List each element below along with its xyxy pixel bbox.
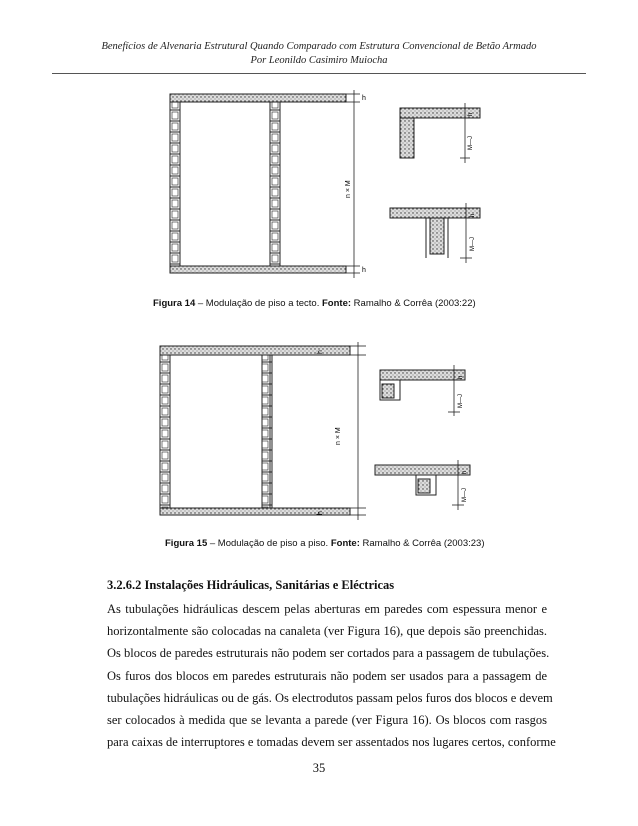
paragraph-line: horizontalmente são colocadas na canaleta (ver Figura 16), que depois são preenchidas. bbox=[107, 624, 547, 639]
detail-corner-slab bbox=[380, 370, 465, 380]
paragraph-line: para caixas de interruptores e tomadas devem ser assentados nos lugares certos, conforme bbox=[107, 735, 556, 750]
header-title: Benefícios de Alvenaria Estrutural Quando Comparado com Estrutura Convencional de Betão Armado bbox=[101, 41, 537, 52]
detail2-h: h bbox=[470, 213, 476, 217]
page-header bbox=[0, 40, 638, 68]
figure-14-caption bbox=[153, 298, 476, 309]
figure-15-label: Figura 15 bbox=[165, 538, 208, 549]
dim-h-top: h bbox=[317, 350, 324, 354]
figure-15-drawing bbox=[150, 340, 500, 525]
detail1-mj: M—J bbox=[468, 136, 474, 150]
dim-h-bottom: h bbox=[362, 267, 366, 274]
wall-left bbox=[170, 102, 180, 266]
paragraph-line: As tubulações hidráulicas descem pelas aberturas em paredes com espessura menor e bbox=[107, 602, 547, 616]
wall-middle bbox=[270, 102, 280, 266]
detail2-h: h bbox=[462, 470, 468, 474]
paragraph-line: ser colocados à medida que se levanta a parede (ver Figura 16). Os blocos com rasgos bbox=[107, 713, 547, 728]
figure-15-source-label: Fonte: bbox=[330, 538, 360, 549]
header-author: Por Leonildo Casimiro Muiocha bbox=[250, 55, 388, 66]
body-paragraph bbox=[107, 598, 556, 753]
wall-left bbox=[160, 355, 170, 508]
paragraph-line: Os furos dos blocos em paredes estruturais não podem ser usados para a passagem de bbox=[107, 668, 547, 683]
detail-tee-slab bbox=[390, 208, 480, 218]
wall-middle bbox=[262, 355, 272, 508]
figure-14-source: Ramalho & Corrêa (2003:22) bbox=[351, 298, 476, 309]
dim-nxm: n × M bbox=[345, 180, 352, 198]
detail1-h: h bbox=[468, 112, 474, 116]
header-rule bbox=[52, 73, 586, 74]
figure-15-source: Ramalho & Corrêa (2003:23) bbox=[359, 538, 485, 549]
page-number: 35 bbox=[312, 761, 326, 775]
figure-14-label: Figura 14 bbox=[153, 298, 196, 309]
dim-h-top: h bbox=[362, 95, 366, 102]
dim-nxm: n × M bbox=[335, 427, 342, 445]
figure-15-caption bbox=[165, 538, 485, 549]
detail-tee-wall bbox=[430, 218, 444, 254]
detail1-mj: M—J bbox=[458, 394, 464, 408]
section-title: 3.2.6.2 Instalações Hidráulicas, Sanitárias e Eléctricas bbox=[107, 578, 395, 592]
detail2-mj: M—J bbox=[462, 488, 468, 502]
paragraph-line: Os blocos de paredes estruturais não podem ser cortados para a passagem de tubulações. bbox=[107, 646, 550, 661]
figure-15-caption-text: – Modulação de piso a piso. bbox=[207, 538, 331, 549]
paragraph-line: tubulações hidráulicas ou de gás. Os electrodutos passam pelos furos dos blocos e devem bbox=[107, 690, 553, 705]
figure-14-source-label: Fonte: bbox=[322, 298, 352, 309]
detail-corner-wall bbox=[400, 118, 414, 158]
figure-14-caption-text: – Modulação de piso a tecto. bbox=[195, 298, 322, 309]
detail1-h: h bbox=[458, 375, 464, 379]
slab-bottom bbox=[170, 266, 346, 273]
figure-14-drawing bbox=[160, 88, 500, 283]
dim-h-bottom: h bbox=[317, 511, 324, 515]
slab-top bbox=[170, 94, 346, 102]
detail2-mj: M—J bbox=[470, 237, 476, 251]
detail-tee-slab bbox=[375, 465, 470, 475]
